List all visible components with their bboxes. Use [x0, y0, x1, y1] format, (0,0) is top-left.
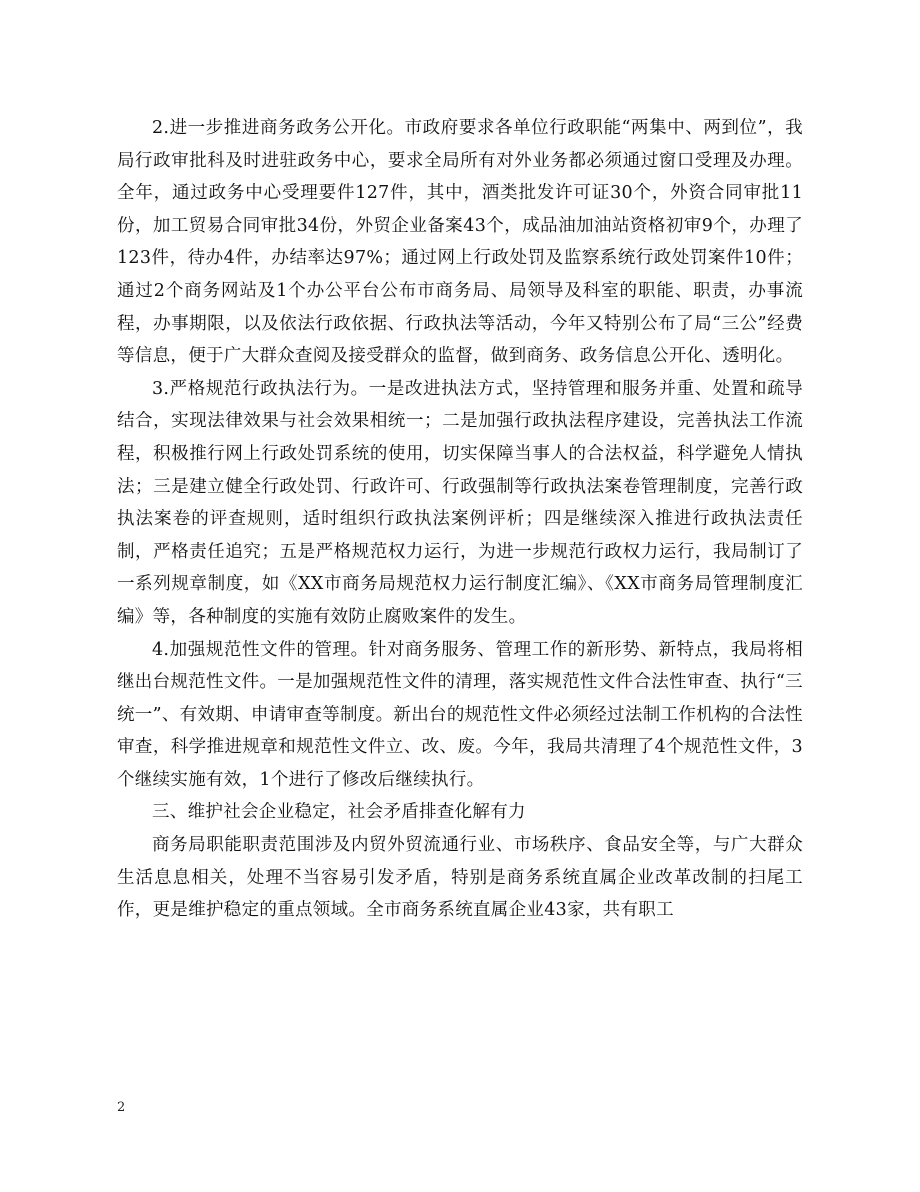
- paragraph-2: 2.进一步推进商务政务公开化。市政府要求各单位行政职能“两集中、两到位”，我局行政审批科及时进驻政务中心，要求全局所有对外业务都必须通过窗口受理及办理。全年，通过政务中心受理要件127件，其中，酒类批发许可证30个，外资合同审批11份，加工贸易合同审批34份，外贸企业备案43个，成品油加油站资格初审9个，办理了123件，待办4件，办结率达97%；通过网上行政处罚及监察系统行政处罚案件10件；通过2个商务网站及1个办公平台公布市商务局、局领导及科室的职能、职责，办事流程，办事期限，以及依法行政依据、行政执法等活动，今年又特别公布了局“三公”经费等信息，便于广大群众查阅及接受群众的监督，做到商务、政务信息公开化、透明化。: [117, 118, 803, 367]
- paragraph-4: 4.加强规范性文件的管理。针对商务服务、管理工作的新形势、新特点，我局将相继出台规范性文件。一是加强规范性文件的清理，落实规范性文件合法性审查、执行“三统一”、有效期、申请审查等制度。新出台的规范性文件必须经过法制工作机构的合法性审查，科学推进规章和规范性文件立、改、废。今年，我局共清理了4个规范性文件，3个继续实施有效，1个进行了修改后继续执行。: [117, 639, 803, 790]
- document-body: [117, 112, 803, 927]
- paragraph-3: 3.严格规范行政执法行为。一是改进执法方式，坚持管理和服务并重、处置和疏导结合，实现法律效果与社会效果相统一；二是加强行政执法程序建设，完善执法工作流程，积极推行网上行政处罚系统的使用，切实保障当事人的合法权益，科学避免人情执法；三是建立健全行政处罚、行政许可、行政强制等行政执法案卷管理制度，完善行政执法案卷的评查规则，适时组织行政执法案例评析；四是继续深入推进行政执法责任制，严格责任追究；五是严格规范权力运行，为进一步规范行政权力运行，我局制订了一系列规章制度，如《XX市商务局规范权力运行制度汇编》、《XX市商务局管理制度汇编》等，各种制度的实施有效防止腐败案件的发生。: [117, 378, 803, 627]
- paragraph-final: 商务局职能职责范围涉及内贸外贸流通行业、市场秩序、食品安全等，与广大群众生活息息相关，处理不当容易引发矛盾，特别是商务系统直属企业改革改制的扫尾工作，更是维护稳定的重点领域。全市商务系统直属企业43家，共有职工: [117, 835, 803, 921]
- section-heading: 三、维护社会企业稳定，社会矛盾排查化解有力: [152, 802, 526, 823]
- page-number: 2: [117, 1100, 126, 1115]
